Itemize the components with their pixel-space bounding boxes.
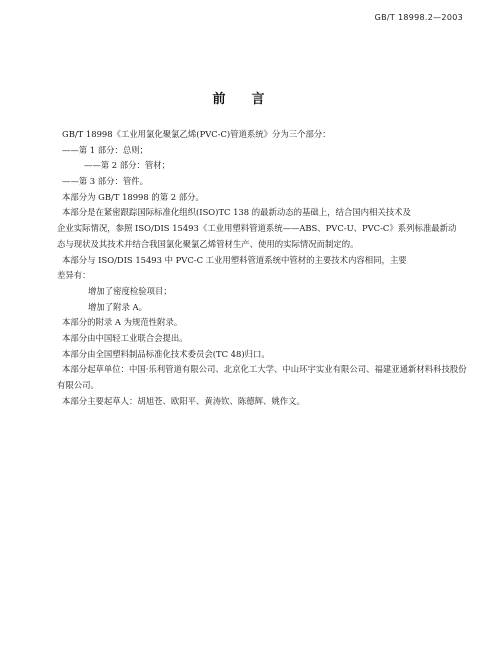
text-line: 本部分起草单位：中国·乐利管道有限公司、北京化工大学、中山环宇实业有限公司、福建亚通新材料科技股份 — [62, 364, 467, 375]
text-line: 本部分的附录 A 为规范性附录。 — [62, 317, 183, 328]
text-line: 本部分由中国轻工业联合会提出。 — [62, 332, 188, 343]
text-line: 增加了密度检验项目； — [88, 285, 172, 296]
text-line: 态与现状及其技术并结合我国氯化聚氯乙烯管材生产、使用的实际情况而制定的。 — [57, 238, 359, 249]
text-line: 本部分是在紧密跟踪国际标准化组织(ISO)TC 138 的最新动态的基础上，结合国内相关技术及 — [62, 207, 411, 218]
text-line: 企业实际情况，参照 ISO/DIS 15493《工业用塑料管道系统——ABS、PVC-U、PVC-C》系列标准最新动 — [57, 223, 457, 234]
text-line: ——第 3 部分：管件。 — [62, 176, 149, 187]
text-line: 本部分为 GB/T 18998 的第 2 部分。 — [62, 191, 204, 202]
text-line: 本部分由全国塑料制品标准化技术委员会(TC 48)归口。 — [62, 348, 270, 359]
text-line: GB/T 18998《工业用氯化聚氯乙烯(PVC-C)管道系统》分为三个部分： — [62, 129, 331, 139]
text-line: ——第 1 部分：总则； — [62, 144, 149, 155]
text-line: 本部分主要起草人：胡旭苍、欧阳平、黄涛钦、陈德辉、姚作文。 — [62, 395, 305, 406]
text-line: 差异有： — [57, 270, 91, 281]
text-line: 增加了附录 A。 — [88, 301, 147, 312]
foreword-body — [57, 127, 467, 409]
text-line: 本部分与 ISO/DIS 15493 中 PVC-C 工业用塑料管道系统中管材的主要技术内容相同，主要 — [62, 254, 407, 265]
standard-code: GB/T 18998.2—2003 — [374, 13, 463, 22]
page-title: 前言 — [212, 92, 291, 107]
text-line: ——第 2 部分：管材； — [84, 160, 171, 171]
text-line: 有限公司。 — [57, 380, 99, 390]
